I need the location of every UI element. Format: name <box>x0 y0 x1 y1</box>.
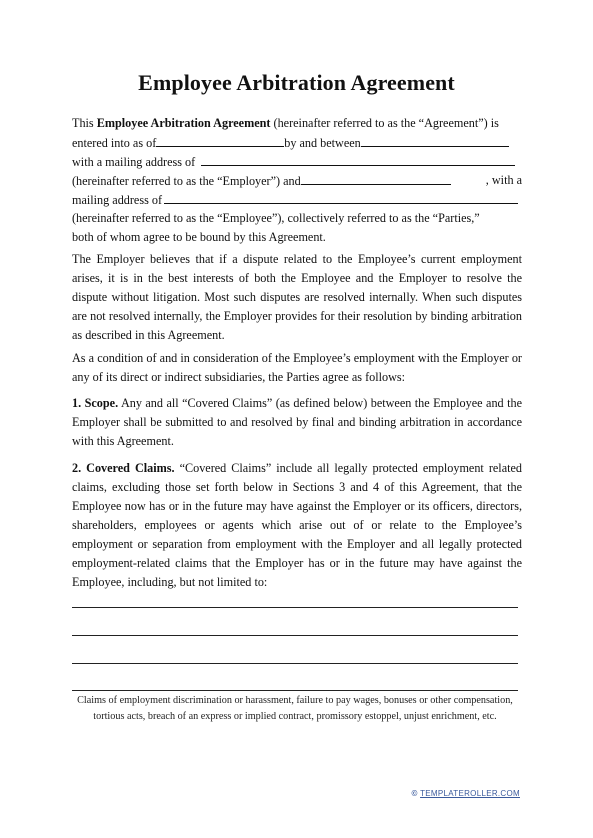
intro-line-7: both of whom agree to be bound by this Agreement. <box>72 230 326 244</box>
footnote-text: Claims of employment discrimination or harassment, failure to pay wages, bonuses or other compensation, tortious acts, breach of an express or implied contract, promissory estoppel, unjust enrichment, etc. <box>77 695 513 722</box>
blank-line-4[interactable] <box>72 690 518 691</box>
scope-text: Any and all “Covered Claims” (as defined below) between the Employee and the Employer shall be submitted to and resolved by final and binding arbitration in accordance with this Agreement. <box>72 396 522 448</box>
document-title: Employee Arbitration Agreement <box>138 70 455 95</box>
intro-line-6: (hereinafter referred to as the “Employee”), collectively referred to as the “Parties,” <box>72 211 480 225</box>
intro-line-2: entered into as of by and between <box>72 133 522 152</box>
blank-line-1[interactable] <box>72 607 518 608</box>
templateroller-link[interactable] <box>411 789 520 798</box>
intro-line-1: This Employee Arbitration Agreement (hereinafter referred to as the “Agreement”) is <box>72 116 499 130</box>
intro-line-5: mailing address of <box>72 190 522 209</box>
blank-line-3[interactable] <box>72 663 518 664</box>
intro-paragraph <box>72 114 522 247</box>
covered-claims-section <box>72 459 522 592</box>
brand-text: TEMPLATEROLLER.COM <box>420 789 520 798</box>
scope-section <box>72 394 522 451</box>
covered-claims-heading: 2. Covered Claims. <box>72 461 175 475</box>
employer-belief-paragraph: The Employer believes that if a dispute related to the Employee’s current employment arises, it is in the best interests of both the Employee and the Employer to resolve the dispute without litigation. Most such disputes are resolved internally. When such disputes are not resolved internally, the Employer provides for their resolution by binding arbitration as described in this Agreement. <box>72 252 522 342</box>
condition-paragraph: As a condition of and in consideration of the Employee’s employment with the Employer or any of its direct or indirect subsidiaries, the Parties agree as follows: <box>72 351 522 384</box>
employee-address-field[interactable] <box>164 190 518 204</box>
scope-heading: 1. Scope. <box>72 396 119 410</box>
covered-claims-text: “Covered Claims” include all legally protected employment related claims, excluding those set forth below in Sections 3 and 4 of this Agreement, that the Employee now has or in the future may have against the Employer or its officers, directors, shareholders, employees or agents which arise out of or relate to the Employee’s employment or separation from employment with the Employer and all legally protected employment-related claims that the Employer has or in the future may have against the Employee, including, but not limited to: <box>72 461 522 589</box>
employer-name-field[interactable] <box>361 133 509 147</box>
employee-name-field[interactable] <box>301 171 451 185</box>
agreement-name: Employee Arbitration Agreement <box>96 116 271 130</box>
intro-line-4: (hereinafter referred to as the “Employer”) and , with a <box>72 173 522 188</box>
blank-line-2[interactable] <box>72 635 518 636</box>
intro-line-3: with a mailing address of <box>72 152 522 171</box>
date-field[interactable] <box>156 133 284 147</box>
copyright-icon: © <box>411 789 418 798</box>
employer-address-field[interactable] <box>201 152 515 166</box>
